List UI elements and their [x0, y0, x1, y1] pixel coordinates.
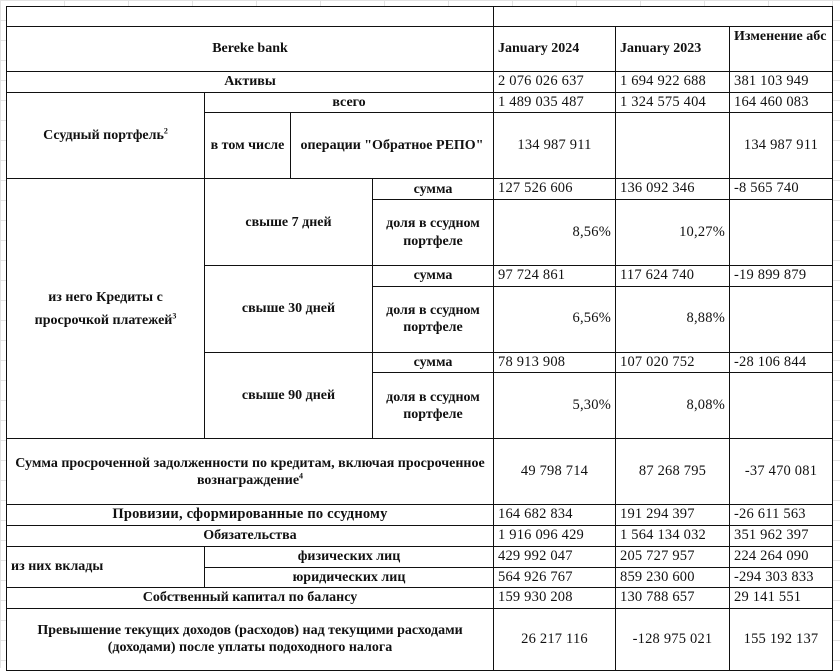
share-label: доля в ссудном портфеле — [373, 200, 494, 266]
excess-2023: -128 975 021 — [616, 608, 730, 670]
legal-2023: 859 230 600 — [616, 567, 730, 588]
table-row — [7, 588, 833, 609]
d7-share-abs — [730, 200, 833, 266]
overdue-debt-abs: -37 470 081 — [730, 439, 833, 505]
overdue-loans-text: из него Кредиты с просрочкой платежей — [34, 289, 173, 328]
d30-share-abs — [730, 286, 833, 352]
equity-abs: 29 141 551 — [730, 588, 833, 609]
legal-abs: -294 303 833 — [730, 567, 833, 588]
loan-incl-label: в том числе — [205, 113, 291, 179]
repo-label: операции "Обратное РЕПО" — [291, 113, 494, 179]
repo-abs: 134 987 911 — [730, 113, 833, 179]
deposits-individuals-label: физических лиц — [205, 546, 494, 567]
top-strip-row — [7, 7, 833, 27]
blank-cell — [494, 7, 833, 27]
loan-total-label: всего — [205, 92, 494, 113]
d7-sum-2024: 127 526 606 — [494, 179, 616, 200]
d30-share-2024: 6,56% — [494, 286, 616, 352]
overdue-debt-2024: 49 798 714 — [494, 439, 616, 505]
individuals-2024: 429 992 047 — [494, 546, 616, 567]
loan-total-2024: 1 489 035 487 — [494, 92, 616, 113]
loan-portfolio-label — [7, 92, 205, 179]
table-row — [7, 505, 833, 526]
repo-2024: 134 987 911 — [494, 113, 616, 179]
legal-2024: 564 926 767 — [494, 567, 616, 588]
d90-sum-2023: 107 020 752 — [616, 352, 730, 373]
d90-sum-2024: 78 913 908 — [494, 352, 616, 373]
sum-label: сумма — [373, 352, 494, 373]
provisions-2023: 191 294 397 — [616, 505, 730, 526]
d30-sum-2023: 117 624 740 — [616, 266, 730, 287]
share-label: доля в ссудном портфеле — [373, 373, 494, 439]
d30-sum-abs: -19 899 879 — [730, 266, 833, 287]
excess-abs: 155 192 137 — [730, 608, 833, 670]
bank-name-header: Bereke bank — [7, 27, 494, 72]
table-row — [7, 92, 833, 113]
assets-abs: 381 103 949 — [730, 72, 833, 93]
footnote-mark: 4 — [299, 471, 304, 481]
individuals-abs: 224 264 090 — [730, 546, 833, 567]
table-row — [7, 179, 833, 200]
liabilities-2024: 1 916 096 429 — [494, 526, 616, 547]
sum-label: сумма — [373, 266, 494, 287]
footnote-mark: 2 — [163, 126, 168, 136]
table-row — [7, 546, 833, 567]
d30-share-2023: 8,88% — [616, 286, 730, 352]
overdue-loans-label — [7, 179, 205, 439]
jan2024-header: January 2024 — [494, 27, 616, 72]
financial-table — [6, 6, 833, 671]
excess-2024: 26 217 116 — [494, 608, 616, 670]
d7-sum-2023: 136 092 346 — [616, 179, 730, 200]
provisions-2024: 164 682 834 — [494, 505, 616, 526]
assets-label: Активы — [7, 72, 494, 93]
overdue-debt-label — [7, 439, 494, 505]
liabilities-abs: 351 962 397 — [730, 526, 833, 547]
over-7-days-label: свыше 7 дней — [205, 179, 373, 266]
d30-sum-2024: 97 724 861 — [494, 266, 616, 287]
d7-share-2023: 10,27% — [616, 200, 730, 266]
table-row — [7, 439, 833, 505]
d90-share-abs — [730, 373, 833, 439]
sum-label: сумма — [373, 179, 494, 200]
share-label: доля в ссудном портфеле — [373, 286, 494, 352]
loan-total-abs: 164 460 083 — [730, 92, 833, 113]
loan-total-2023: 1 324 575 404 — [616, 92, 730, 113]
repo-2023 — [616, 113, 730, 179]
d90-share-2023: 8,08% — [616, 373, 730, 439]
liabilities-label: Обязательства — [7, 526, 494, 547]
provisions-abs: -26 611 563 — [730, 505, 833, 526]
table-row — [7, 526, 833, 547]
equity-2023: 130 788 657 — [616, 588, 730, 609]
table-row — [7, 608, 833, 670]
overdue-debt-text: Сумма просроченной задолженности по кредитам, включая просроченное вознаграждение — [15, 455, 485, 488]
equity-2024: 159 930 208 — [494, 588, 616, 609]
top-strip-cell — [7, 7, 494, 27]
jan2023-header: January 2023 — [616, 27, 730, 72]
table-row — [7, 72, 833, 93]
assets-2023: 1 694 922 688 — [616, 72, 730, 93]
d90-share-2024: 5,30% — [494, 373, 616, 439]
deposits-label: из них вклады — [7, 546, 205, 587]
d7-share-2024: 8,56% — [494, 200, 616, 266]
liabilities-2023: 1 564 134 032 — [616, 526, 730, 547]
excess-income-label: Превышение текущих доходов (расходов) над текущими расходами (доходами) после уплаты подоходного налога — [7, 608, 494, 670]
over-90-days-label: свыше 90 дней — [205, 352, 373, 439]
over-30-days-label: свыше 30 дней — [205, 266, 373, 353]
deposits-legal-label: юридических лиц — [205, 567, 494, 588]
loan-portfolio-text: Ссудный портфель — [43, 127, 164, 143]
d7-sum-abs: -8 565 740 — [730, 179, 833, 200]
footnote-mark: 3 — [172, 311, 177, 321]
assets-2024: 2 076 026 637 — [494, 72, 616, 93]
individuals-2023: 205 727 957 — [616, 546, 730, 567]
overdue-debt-2023: 87 268 795 — [616, 439, 730, 505]
d90-sum-abs: -28 106 844 — [730, 352, 833, 373]
chg-abs-header: Изменение абс — [730, 27, 833, 72]
equity-label: Собственный капитал по балансу — [7, 588, 494, 609]
header-row — [7, 27, 833, 72]
provisions-label: Провизии, сформированные по ссудному — [7, 505, 494, 526]
